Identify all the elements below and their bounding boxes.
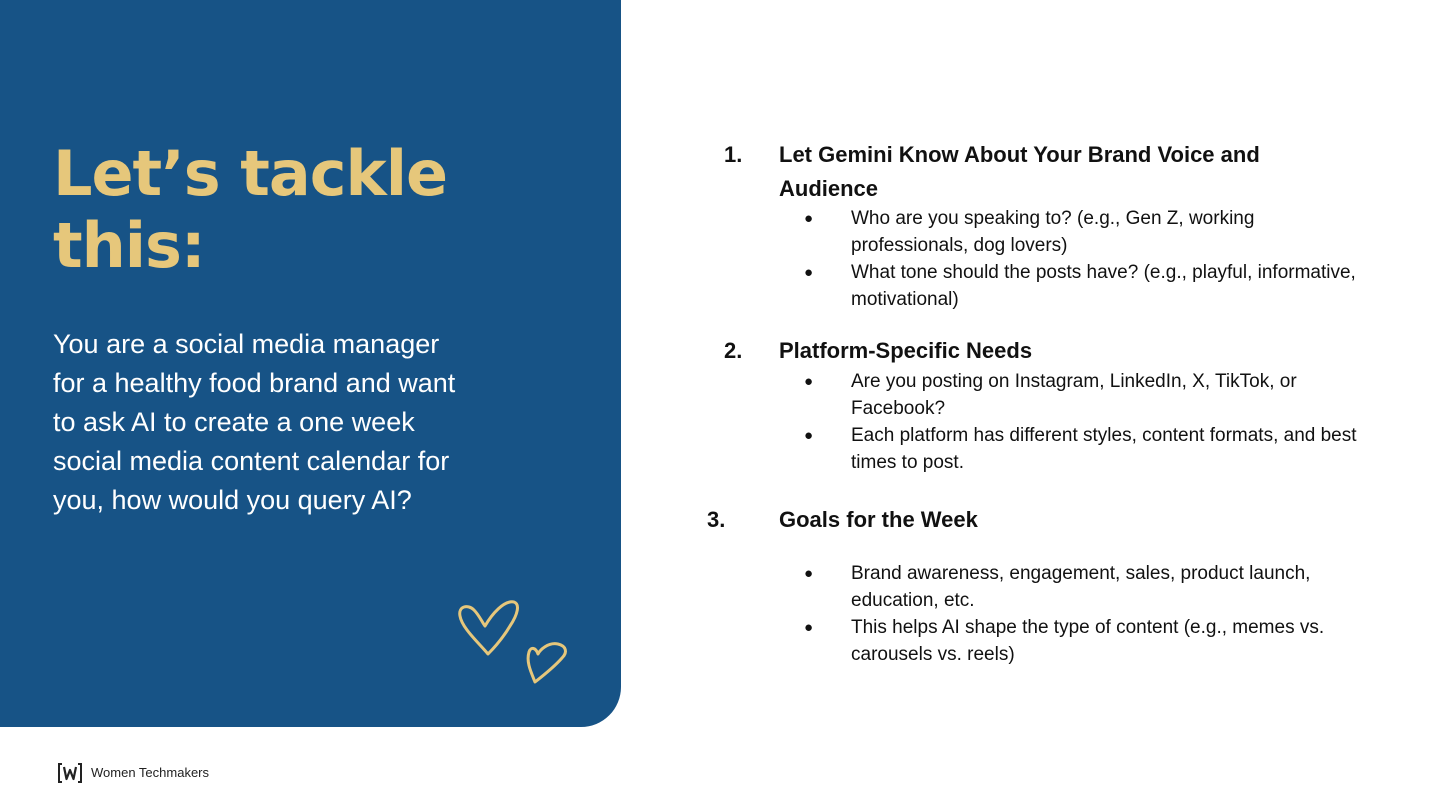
- bullet-text: What tone should the posts have? (e.g., playful, informative, motivational): [851, 262, 1356, 310]
- step-bullets: [804, 560, 1364, 668]
- slide-headline: Let’s tackle this:: [53, 137, 447, 282]
- list-item: [804, 205, 1364, 259]
- list-item: [804, 560, 1364, 614]
- list-item: [804, 422, 1364, 476]
- women-techmakers-logo-icon: [57, 762, 83, 784]
- step-number: 3.: [707, 507, 726, 532]
- bullet-text: Are you posting on Instagram, LinkedIn, X, TikTok, or Facebook?: [851, 371, 1297, 419]
- bullet-text: Each platform has different styles, content formats, and best times to post.: [851, 425, 1357, 473]
- bullet-icon: ●: [804, 264, 814, 281]
- step-title: Goals for the Week: [779, 507, 978, 532]
- list-item: [804, 368, 1364, 422]
- bullet-icon: ●: [804, 373, 814, 390]
- bullet-icon: ●: [804, 210, 814, 227]
- step-bullets: [804, 205, 1364, 313]
- footer-brand: Women Techmakers: [91, 765, 210, 780]
- step-number: 1.: [724, 142, 743, 167]
- list-item: [804, 614, 1364, 668]
- bullet-text: Who are you speaking to? (e.g., Gen Z, working professionals, dog lovers): [851, 208, 1255, 256]
- step-title: Let Gemini Know About Your Brand Voice and Audience: [779, 142, 1260, 201]
- bullet-icon: ●: [804, 619, 814, 636]
- list-item: [804, 259, 1364, 313]
- step-title: Platform-Specific Needs: [779, 338, 1033, 363]
- bullet-icon: ●: [804, 427, 814, 444]
- bullet-icon: ●: [804, 565, 814, 582]
- hearts-icon: [452, 596, 577, 688]
- step-number: 2.: [724, 338, 743, 363]
- scenario-prompt: You are a social media manager for a healthy food brand and want to ask AI to create a one week social media content calendar for you, how would you query AI?: [53, 329, 456, 515]
- bullet-text: Brand awareness, engagement, sales, product launch, education, etc.: [851, 563, 1311, 611]
- bullet-text: This helps AI shape the type of content (e.g., memes vs. carousels vs. reels): [851, 617, 1325, 665]
- step-bullets: [804, 368, 1364, 476]
- left-panel: [0, 0, 621, 727]
